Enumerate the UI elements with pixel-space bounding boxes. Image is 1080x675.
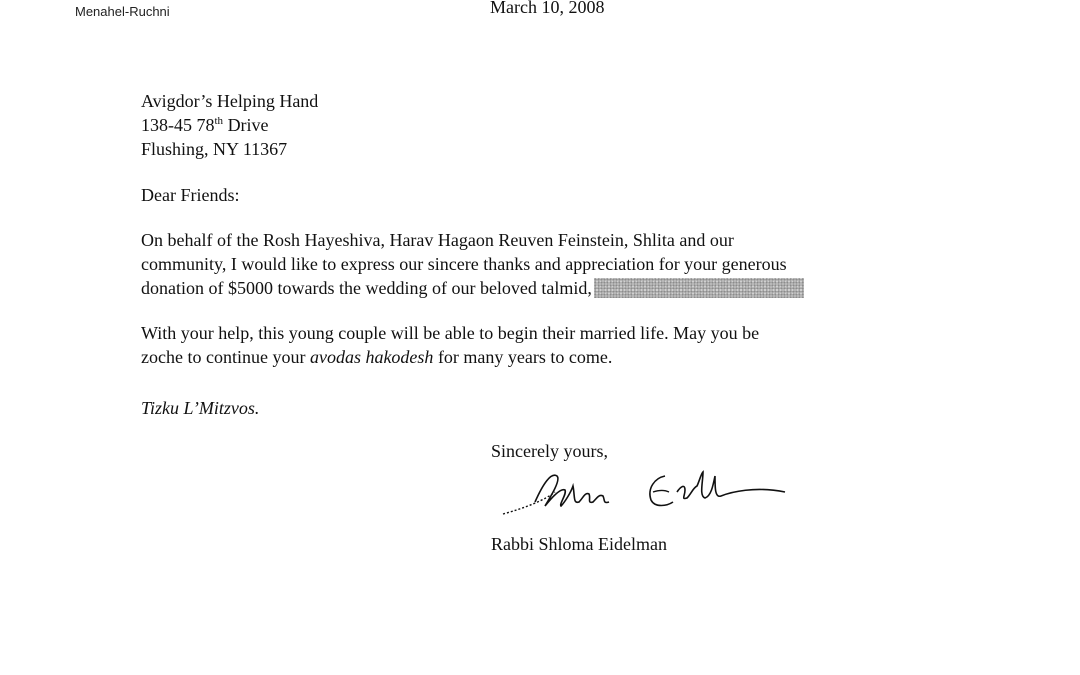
body-paragraph-2 <box>141 321 941 369</box>
italic-phrase: avodas hakodesh <box>309 347 434 367</box>
paragraph-text: zoche to continue your <box>141 347 310 367</box>
closing-blessing: Tizku L’Mitzvos. <box>141 398 260 418</box>
body-paragraph-1 <box>141 228 941 300</box>
paragraph-line: community, I would like to express our sincere thanks and appreciation for your generous <box>141 254 787 274</box>
recipient-city: Flushing, NY 11367 <box>141 139 288 159</box>
paragraph-line <box>141 345 941 369</box>
recipient-address <box>141 89 318 161</box>
letter-date: March 10, 2008 <box>490 0 605 17</box>
paragraph-line <box>141 276 941 300</box>
signer-name: Rabbi Shloma Eidelman <box>491 534 667 554</box>
paragraph-line: With your help, this young couple will be able to begin their married life. May you be <box>141 323 760 343</box>
paragraph-text: donation of $5000 towards the wedding of our beloved talmid, <box>141 278 592 298</box>
redacted-name-block <box>594 278 804 298</box>
paragraph-text: for many years to come. <box>433 347 613 367</box>
recipient-street <box>141 113 318 137</box>
salutation: Dear Friends: <box>141 185 240 205</box>
paragraph-line: On behalf of the Rosh Hayeshiva, Harav Hagaon Reuven Feinstein, Shlita and our <box>141 230 734 250</box>
letterhead-title: Menahel-Ruchni <box>75 4 170 19</box>
street-ordinal: th <box>214 115 224 127</box>
recipient-name: Avigdor’s Helping Hand <box>141 91 319 111</box>
street-number: 138-45 78 <box>141 115 215 135</box>
sign-off: Sincerely yours, <box>491 441 608 461</box>
street-name: Drive <box>223 115 269 135</box>
signature-image <box>495 462 795 522</box>
